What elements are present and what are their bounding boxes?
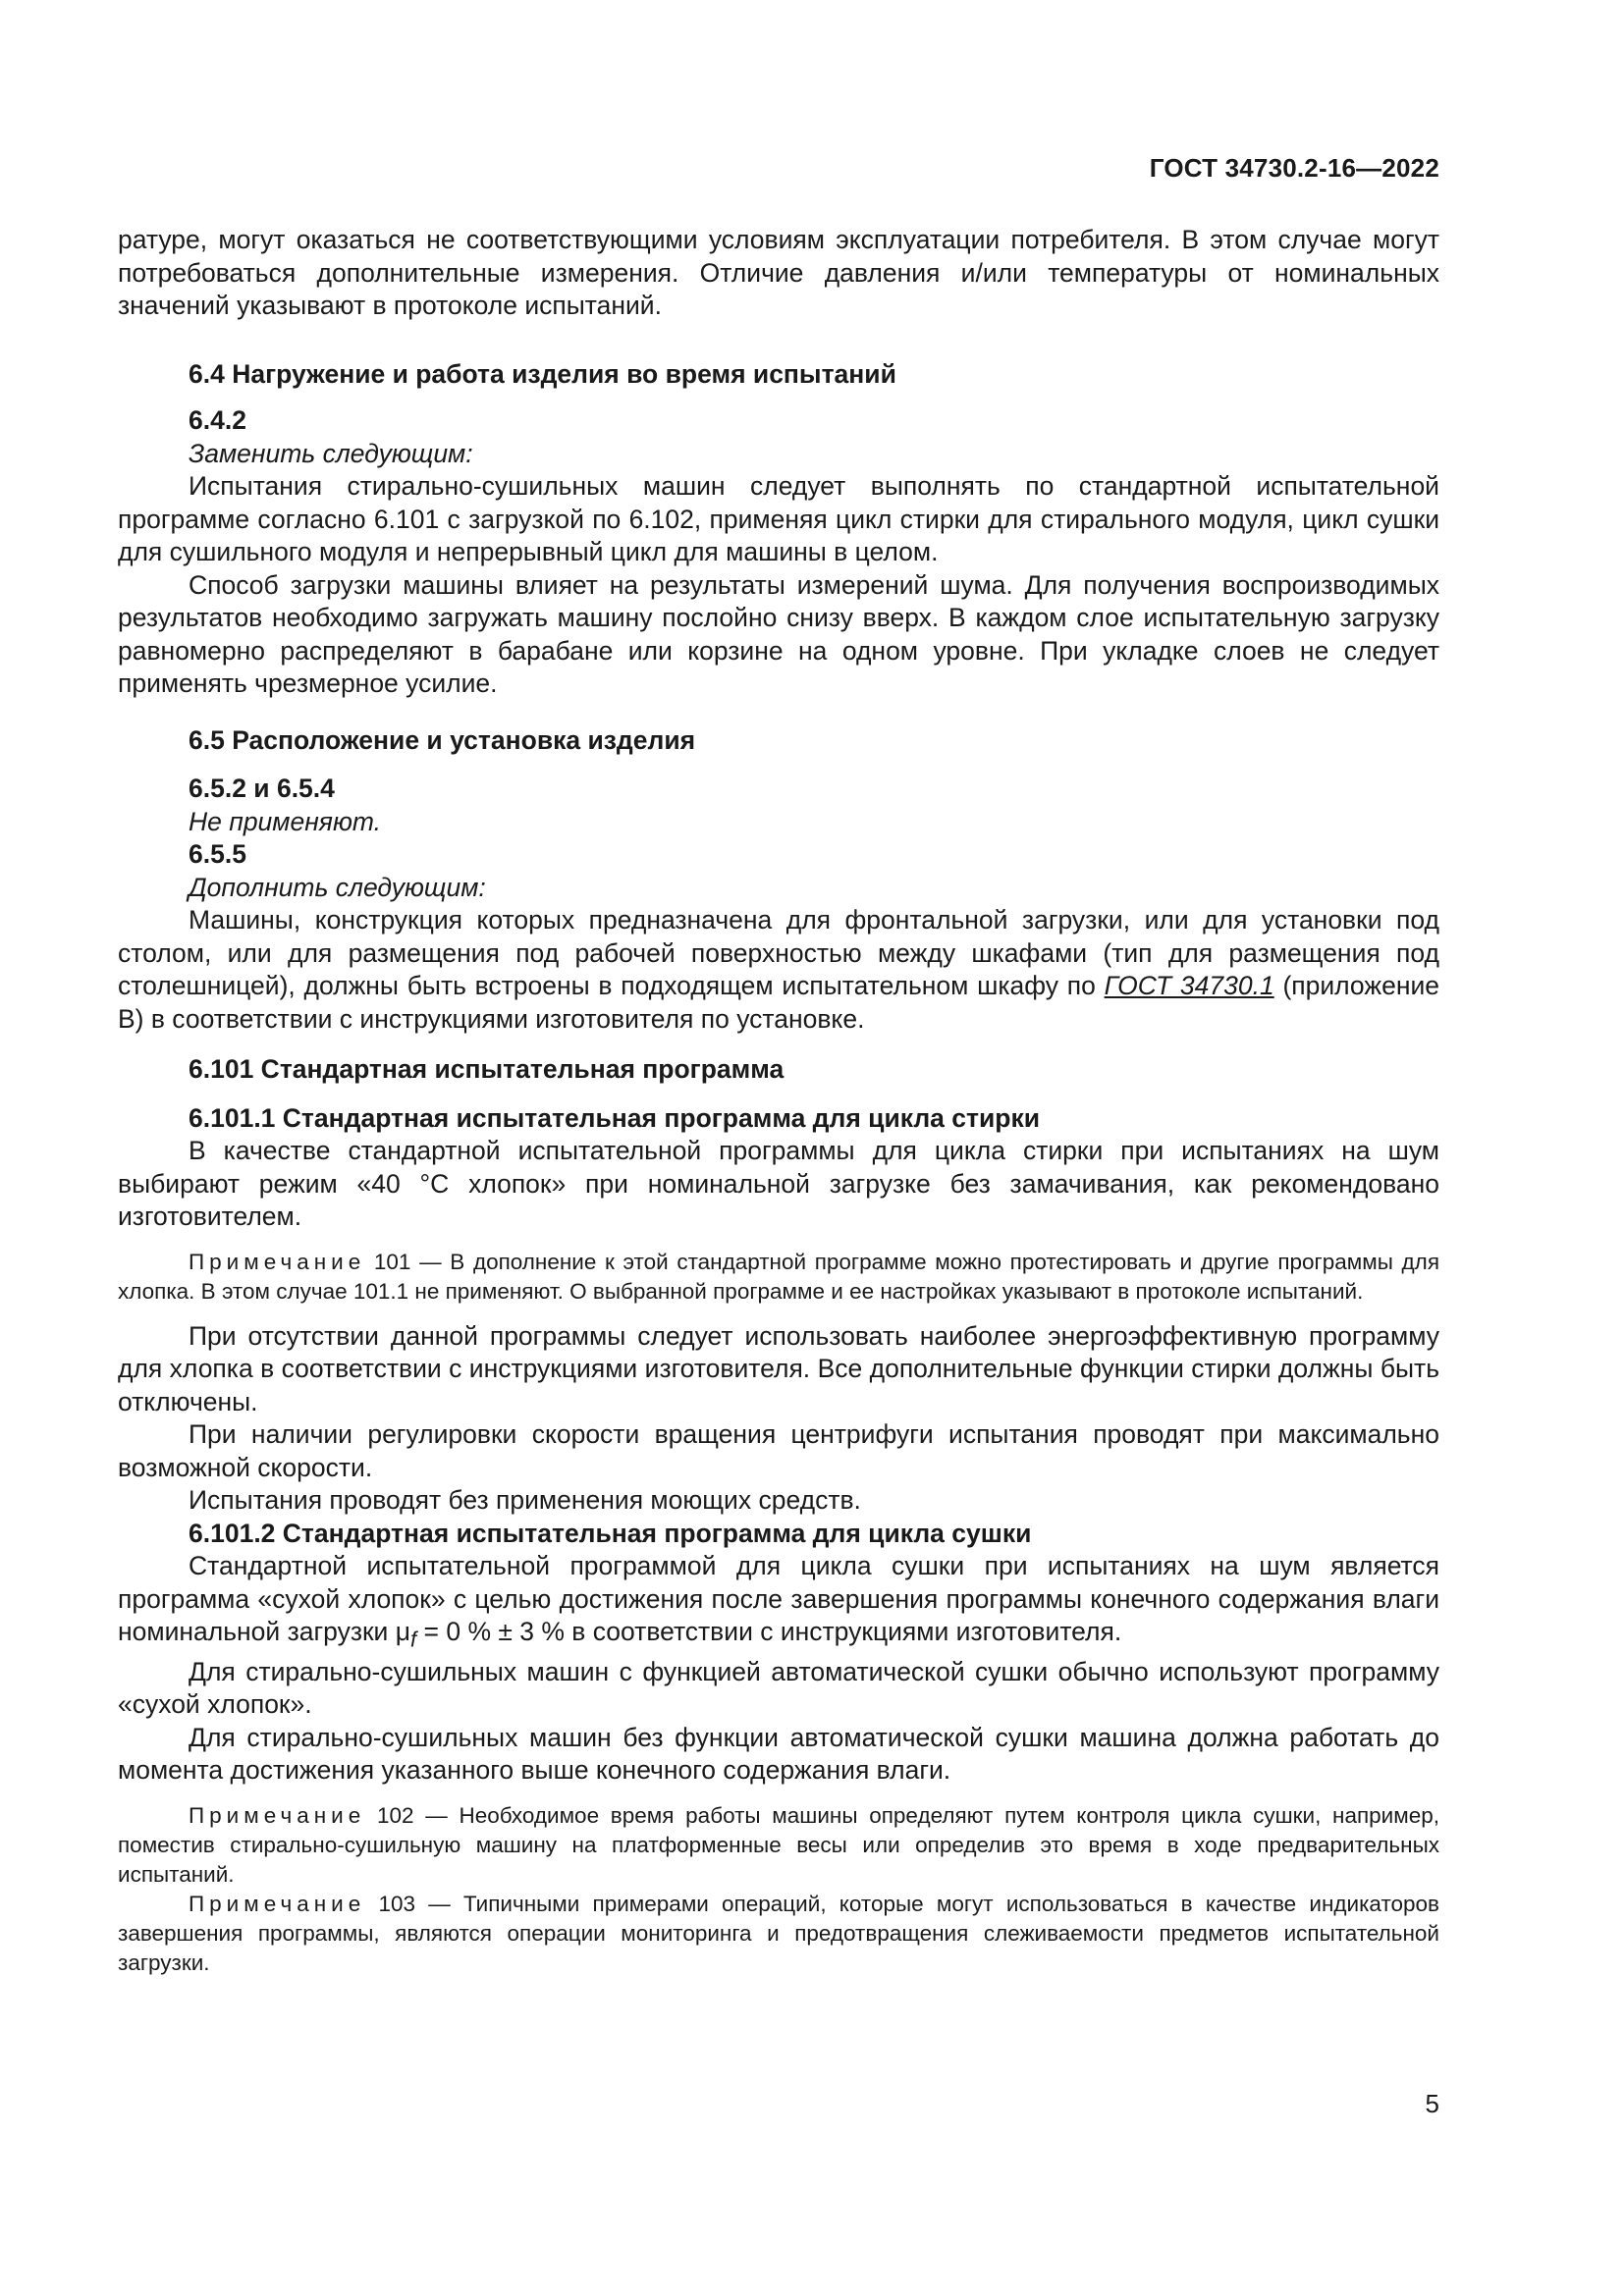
paragraph-6-101-2-a: Стандартной испытательной программой для цикла сушки при испытаниях на шум является программа «сухой хлопок» с целью достижения после завершения программы конечного содержания влаги номинальной загрузки $\mu_f = 0$ % ± 3 % в соответствии с инструкциями изготовителя.	[118, 1551, 1439, 1652]
paragraph-6-101-1-c: При наличии регулировки скорости вращения центрифуги испытания проводят при максимально возможной скорости.	[118, 1419, 1439, 1482]
paragraph-6-5-5: Машины, конструкция которых предназначена для фронтальной загрузки, или для установки под столом, или для размещения под рабочей поверхностью между шкафами (тип для размещения под столешницей), должны быть встроены в подходящем испытательном шкафу по ГОСТ 34730.1 (приложение В) в соответствии с инструкциями изготовителя по установке.	[118, 905, 1439, 1034]
section-6-101-1-heading: 6.101.1 Стандартная испытательная программа для цикла стирки	[189, 1102, 1041, 1133]
clause-6-4-2: 6.4.2	[189, 405, 246, 435]
page-number: 5	[1425, 2089, 1439, 2118]
note-label: Примечание	[189, 1249, 366, 1274]
section-6-5-heading: 6.5 Расположение и установка изделия	[189, 724, 696, 755]
note-103: Примечание 103 — Типичными примерами операций, которые могут использоваться в качестве индикаторов завершения программы, являются операции мониторинга и предотвращения слеживаемости предметов испытательной загрузки.	[118, 1891, 1439, 1975]
note-label: Примечание	[189, 1802, 366, 1828]
note-102: Примечание 102 — Необходимое время работы машины определяют путем контроля цикла сушки, например, поместив стирально-сушильную машину на платформенные весы или определив это время в ходе предварительных испытаний.	[118, 1802, 1439, 1887]
paragraph-6-101-1-d: Испытания проводят без применения моющих средств.	[189, 1485, 861, 1515]
instruction-not-applied: Не применяют.	[189, 806, 382, 836]
document-number-header: ГОСТ 34730.2-16—2022	[1149, 153, 1439, 183]
note-label: Примечание	[189, 1891, 366, 1916]
paragraph-6-101-2-c: Для стирально-сушильных машин без функции автоматической сушки машина должна работать до момента достижения указанного выше конечного содержания влаги.	[118, 1722, 1439, 1786]
instruction-supplement: Дополнить следующим:	[189, 872, 486, 902]
section-6-4-heading: 6.4 Нагружение и работа изделия во время испытаний	[189, 358, 896, 389]
paragraph-6-101-1-b: При отсутствии данной программы следует использовать наиболее энергоэффективную программу для хлопка в соответствии с инструкциями изготовителя. Все дополнительные функции стирки должны быть отключены.	[118, 1320, 1439, 1416]
gost-34730-1-link[interactable]: ГОСТ 34730.1	[1104, 971, 1274, 1000]
page-body	[118, 224, 1439, 1978]
paragraph-6-101-1-a: В качестве стандартной испытательной программы для цикла стирки при испытаниях на шум выбирают режим «40 °С хлопок» при номинальной загрузке без замачивания, как рекомендовано изготовителем.	[118, 1136, 1439, 1231]
paragraph-6-4-2-b: Способ загрузки машины влияет на результаты измерений шума. Для получения воспроизводимых результатов необходимо загружать машину послойно снизу вверх. В каждом слое испытательную загрузку равномерно распределяют в барабане или корзине на одном уровне. При укладке слоев не следует применять чрезмерное усилие.	[118, 569, 1439, 698]
paragraph-6-101-2-b: Для стирально-сушильных машин с функцией автоматической сушки обычно используют программу «сухой хлопок».	[118, 1656, 1439, 1720]
clause-6-5-5: 6.5.5	[189, 839, 246, 869]
section-6-101-heading: 6.101 Стандартная испытательная программа	[189, 1054, 785, 1084]
note-101: Примечание 101 — В дополнение к этой стандартной программе можно протестировать и другие программы для хлопка. В этом случае 101.1 не применяют. О выбранной программе и ее настройках указывают в протоколе испытаний.	[118, 1249, 1439, 1304]
intro-paragraph: ратуре, могут оказаться не соответствующими условиям эксплуатации потребителя. В этом случае могут потребоваться дополнительные измерения. Отличие давления и/или температуры от номинальных значений указывают в протоколе испытаний.	[118, 225, 1439, 320]
instruction-replace: Заменить следующим:	[189, 438, 473, 468]
section-6-101-2-heading: 6.101.2 Стандартная испытательная программа для цикла сушки	[189, 1518, 1032, 1548]
clause-6-5-2-6-5-4: 6.5.2 и 6.5.4	[189, 774, 335, 803]
paragraph-6-4-2-a: Испытания стирально-сушильных машин следует выполнять по стандартной испытательной программе согласно 6.101 с загрузкой по 6.102, применяя цикл стирки для стирального модуля, цикл сушки для сушильного модуля и непрерывный цикл для машины в целом.	[118, 471, 1439, 566]
